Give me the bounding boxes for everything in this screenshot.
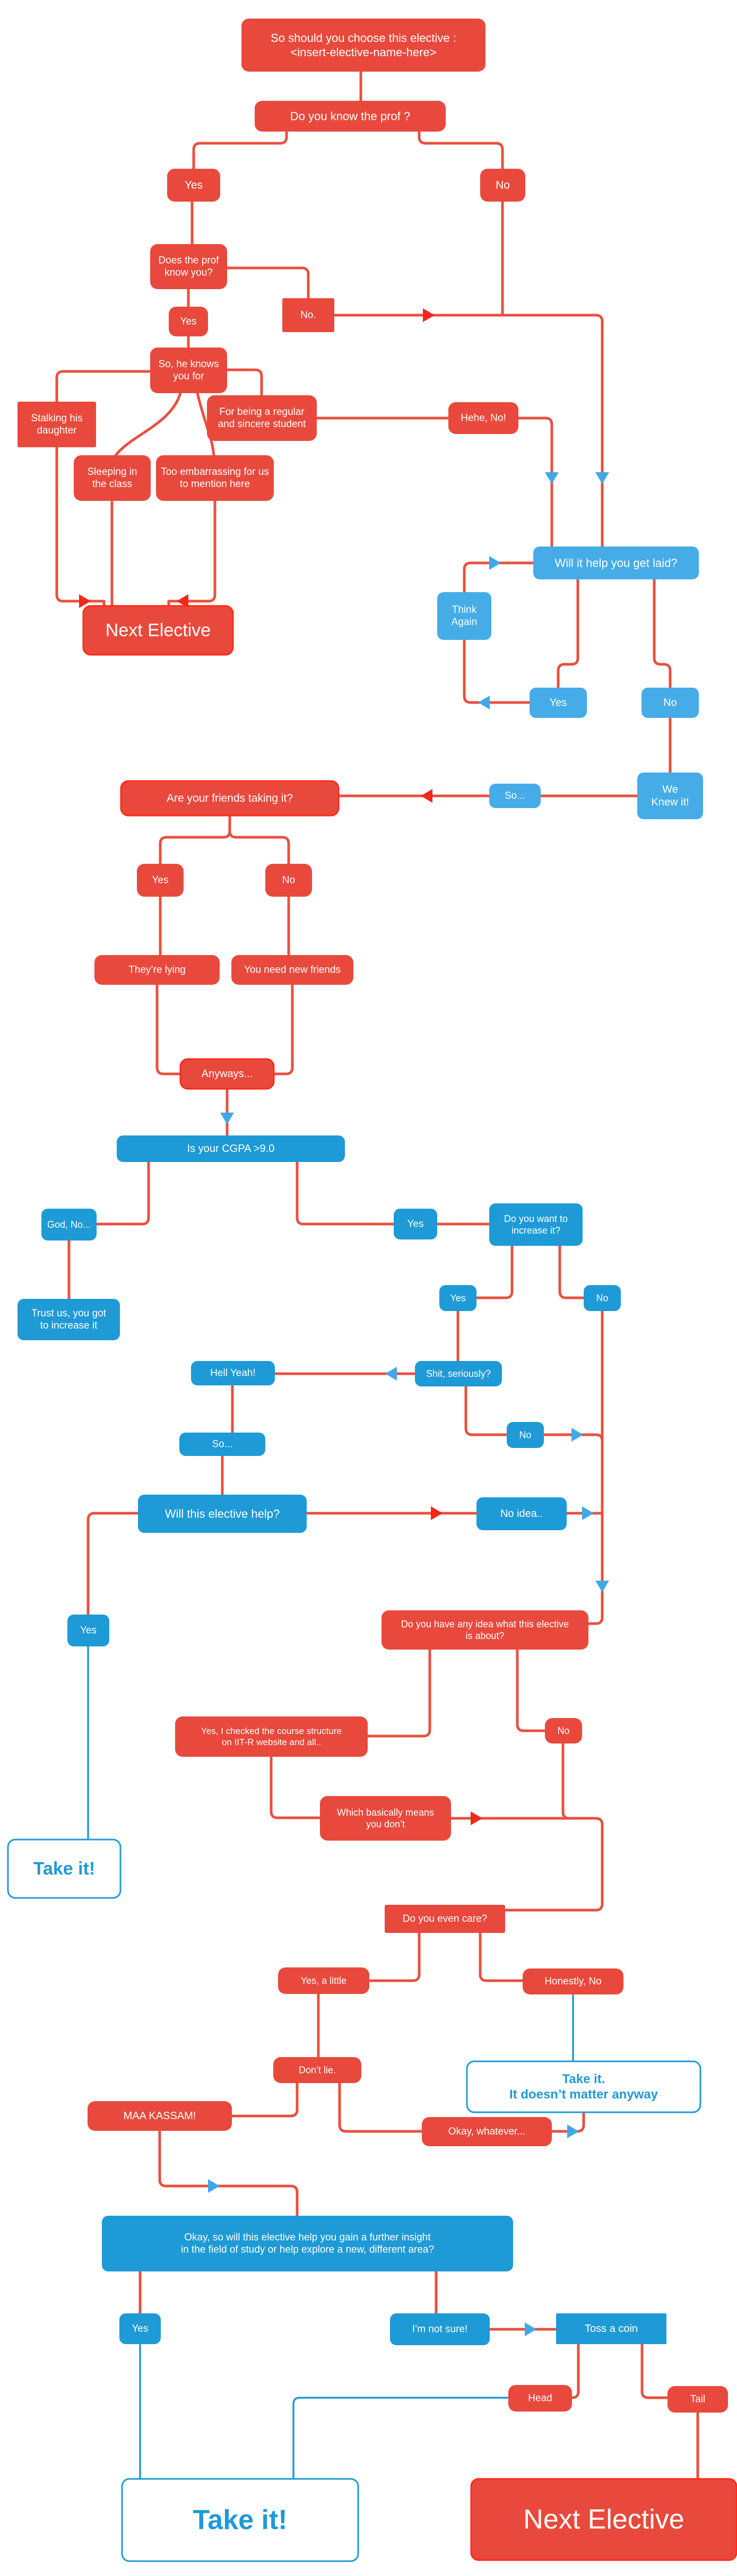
node-label-seriously-no: No [519, 1429, 532, 1441]
node-embarrassing [156, 455, 274, 501]
node-label-tail: Tail [690, 2393, 706, 2405]
node-label-insight-yes: Yes [132, 2323, 149, 2335]
node-so-1 [489, 784, 541, 808]
node-label-friends-taking: Are your friends taking it? [166, 792, 293, 804]
node-hell-yeah [191, 1361, 275, 1385]
connector-line [194, 132, 287, 169]
node-idea-no [545, 1718, 582, 1744]
connector-line [116, 393, 180, 455]
node-label-get-laid: Will it help you get laid? [554, 556, 678, 570]
connector-line [572, 2344, 578, 2398]
node-cgpa [117, 1135, 345, 1162]
node-label-regular: For being a regular and sincere student [218, 406, 306, 430]
node-god-no [41, 1209, 97, 1241]
node-we-knew-it [637, 773, 703, 819]
node-any-idea [381, 1610, 588, 1650]
node-label-not-sure: I’m not sure! [412, 2323, 468, 2335]
node-label-next-elective-final: Next Elective [523, 2504, 684, 2535]
node-label-friends-no: No [282, 874, 296, 886]
node-so-2 [179, 1433, 265, 1456]
connector-line [232, 2083, 297, 2116]
node-insight-yes [119, 2313, 161, 2344]
node-prof-know-you [150, 244, 227, 289]
node-take-it-anyway [467, 2061, 700, 2112]
connector-line [293, 2398, 508, 2479]
connector-line [419, 132, 502, 169]
connector-line [57, 371, 150, 402]
connector-line [654, 579, 670, 688]
node-take-it-1 [8, 1840, 120, 1898]
node-label-prof-know-you: Does the prof know you? [158, 255, 219, 279]
node-box-regular [207, 395, 317, 441]
node-label-embarrassing: Too embarrassing for us to mention here [161, 466, 269, 490]
node-label-even-care: Do you even care? [402, 1913, 488, 1924]
node-label-honestly-no: Honestly, No [544, 1976, 602, 1987]
connector-line [88, 1513, 138, 1615]
arrow-r-icon [571, 1428, 583, 1442]
node-label-take-it-1: Take it! [33, 1859, 96, 1879]
node-label-want-increase: Do you want to increase it? [504, 1213, 568, 1236]
node-label-elective-help: Will this elective help? [164, 1507, 280, 1521]
connector-line [340, 2083, 422, 2131]
node-label-friends-yes: Yes [152, 874, 169, 886]
node-label-we-knew-it: We Knew it! [651, 783, 689, 809]
node-want-increase [489, 1203, 583, 1246]
node-box-take-it-anyway [467, 2061, 700, 2112]
node-help-yes [67, 1615, 109, 1646]
node-label-title: So should you choose this elective : <insert-elective-name-here> [271, 31, 456, 59]
node-which-basically [320, 1796, 451, 1841]
node-label-know-prof: Do you know the prof ? [290, 109, 411, 123]
node-seriously-no [507, 1422, 544, 1448]
node-label-hehe-no: Hehe, No! [461, 412, 506, 424]
node-yes-1 [167, 169, 220, 202]
node-yes-2 [169, 307, 208, 336]
node-label-knows-you-for: So, he knows you for [158, 358, 219, 383]
node-elective-help [138, 1495, 307, 1533]
arrow-r-icon [423, 308, 435, 322]
connector-line [271, 1757, 320, 1818]
node-label-take-it-final: Take it! [193, 2504, 288, 2536]
node-stalking [18, 402, 96, 447]
node-yes-a-little [278, 1967, 369, 1994]
node-cgpa-yes [394, 1209, 437, 1239]
node-label-theyre-lying: They’re lying [128, 964, 186, 976]
node-label-toss-a-coin: Toss a coin [584, 2323, 638, 2335]
node-take-it-final [122, 2479, 358, 2561]
node-label-head: Head [528, 2392, 552, 2404]
arrow-r-icon [471, 1811, 482, 1825]
node-box-trust-us [18, 1299, 120, 1340]
node-no-1 [480, 169, 525, 202]
arrow-l-icon [478, 696, 490, 709]
node-box-big-question [102, 2216, 513, 2271]
arrow-l-icon [421, 789, 432, 803]
node-label-hell-yeah: Hell Yeah! [210, 1367, 256, 1379]
connector-line [297, 1162, 394, 1224]
node-label-laid-no: No [663, 697, 677, 709]
connector-line [480, 1933, 523, 1981]
node-label-god-no: God, No... [47, 1219, 91, 1230]
node-label-trust-us: Trust us, you got to increase it [31, 1307, 106, 1332]
arrow-d-icon [595, 472, 609, 484]
connector-line [169, 501, 215, 601]
connector-line [451, 1818, 602, 1910]
node-box-knows-you-for [150, 348, 227, 393]
connector-line [588, 1311, 602, 1624]
node-laid-yes [530, 688, 587, 718]
node-even-care [385, 1905, 505, 1933]
connector-line [466, 1386, 507, 1435]
node-next-elective-final [471, 2479, 736, 2560]
node-label-checked-structure: Yes, I checked the course structure on IIT-R website and all.. [201, 1726, 342, 1747]
node-friends-taking [121, 781, 339, 816]
node-shit-seriously [415, 1361, 502, 1386]
arrow-d-icon [545, 472, 559, 484]
node-get-laid [533, 547, 699, 579]
node-no-2 [282, 298, 334, 332]
node-label-laid-yes: Yes [549, 697, 567, 709]
node-label-no-idea: No idea.. [500, 1508, 543, 1520]
connector-line [97, 1162, 149, 1224]
connector-line [160, 816, 230, 864]
node-label-cgpa: Is your CGPA >9.0 [187, 1143, 275, 1155]
node-no-idea [476, 1497, 567, 1530]
node-regular [207, 395, 317, 441]
node-label-yes-1: Yes [184, 179, 203, 192]
node-tail [667, 2386, 728, 2413]
node-label-increase-no: No [596, 1293, 609, 1304]
node-label-think-again: Think Again [451, 604, 478, 628]
node-box-embarrassing [156, 455, 274, 501]
node-think-again [437, 592, 491, 640]
node-maa-kassam [88, 2101, 232, 2131]
node-increase-yes [439, 1285, 476, 1311]
node-toss-a-coin [556, 2313, 666, 2344]
arrow-r-icon [489, 556, 501, 570]
node-label-take-it-anyway: Take it. It doesn’t matter anyway [509, 2071, 658, 2102]
node-label-dont-lie: Don’t lie. [298, 2065, 336, 2076]
arrow-r-icon [208, 2179, 220, 2193]
arrow-r-icon [582, 1506, 594, 1520]
node-box-think-again [437, 592, 491, 640]
arrow-l-icon [385, 1367, 397, 1381]
node-checked-structure [175, 1716, 368, 1757]
node-label-next-elective-mid: Next Elective [105, 620, 211, 640]
node-friends-no [265, 864, 312, 897]
node-label-idea-no: No [557, 1725, 570, 1736]
connector-line [230, 816, 289, 864]
node-label-no-1: No [496, 179, 510, 192]
node-friends-yes [137, 864, 184, 897]
node-okay-whatever [422, 2117, 552, 2146]
node-label-no-2: No. [300, 309, 316, 321]
connector-line [369, 1933, 419, 1981]
node-label-new-friends: You need new friends [244, 964, 341, 976]
arrow-r-icon [431, 1506, 443, 1520]
node-laid-no [641, 688, 699, 718]
node-label-help-yes: Yes [80, 1625, 97, 1636]
node-label-yes-2: Yes [180, 316, 197, 327]
connector-line [160, 2131, 297, 2216]
connector-line [157, 985, 180, 1074]
node-anyways [180, 1059, 274, 1089]
arrow-r-icon [567, 2124, 579, 2138]
connector-line [227, 370, 262, 395]
node-new-friends [231, 955, 353, 985]
node-theyre-lying [94, 955, 220, 985]
node-box-sleeping [74, 455, 151, 501]
node-not-sure [390, 2313, 490, 2345]
connector-line [464, 640, 530, 702]
node-honestly-no [523, 1968, 623, 1994]
node-label-yes-a-little: Yes, a little [300, 1975, 347, 1986]
connector-line [517, 1650, 545, 1731]
connector-line [518, 418, 552, 547]
node-box-we-knew-it [637, 773, 703, 819]
node-knows-you-for [150, 348, 227, 393]
node-label-anyways: Anyways... [201, 1068, 253, 1080]
node-trust-us [18, 1299, 120, 1340]
node-label-increase-yes: Yes [450, 1293, 466, 1304]
node-label-okay-whatever: Okay, whatever... [448, 2126, 526, 2137]
node-title [241, 19, 485, 72]
node-big-question [102, 2216, 513, 2271]
node-label-sleeping: Sleeping in the class [87, 466, 137, 490]
node-label-cgpa-yes: Yes [407, 1218, 424, 1230]
node-sleeping [74, 455, 151, 501]
node-dont-lie [273, 2057, 361, 2083]
connector-line [227, 268, 308, 298]
node-label-which-basically: Which basically means you don’t [336, 1807, 435, 1829]
connector-line [476, 1246, 512, 1298]
arrow-d-icon [220, 1113, 234, 1124]
node-increase-no [584, 1285, 621, 1311]
connector-line [368, 1650, 430, 1736]
node-label-any-idea: Do you have any idea what this elective is about? [401, 1619, 569, 1641]
node-know-prof [255, 101, 446, 132]
connector-line [558, 579, 578, 688]
node-label-maa-kassam: MAA KASSAM! [123, 2110, 196, 2122]
connector-line [274, 985, 292, 1074]
node-label-so-2: So... [212, 1438, 233, 1450]
connector-line [563, 1744, 569, 1818]
connector-line [560, 1246, 584, 1298]
node-box-stalking [18, 402, 96, 447]
node-label-stalking: Stalking his daughter [31, 412, 83, 437]
connector-line [464, 563, 533, 592]
node-next-elective-mid [83, 606, 233, 655]
node-box-prof-know-you [150, 244, 227, 289]
connector-line [642, 2344, 667, 2398]
node-label-big-question: Okay, so will this elective help you gain a further insight in the field of study or help explore a new, different area? [180, 2232, 435, 2256]
node-label-so-1: So... [504, 790, 526, 802]
node-head [508, 2385, 572, 2412]
node-hehe-no [448, 402, 518, 434]
arrow-r-icon [525, 2322, 536, 2336]
arrow-d-icon [595, 1581, 609, 1592]
node-label-shit-seriously: Shit, seriously? [426, 1368, 491, 1379]
